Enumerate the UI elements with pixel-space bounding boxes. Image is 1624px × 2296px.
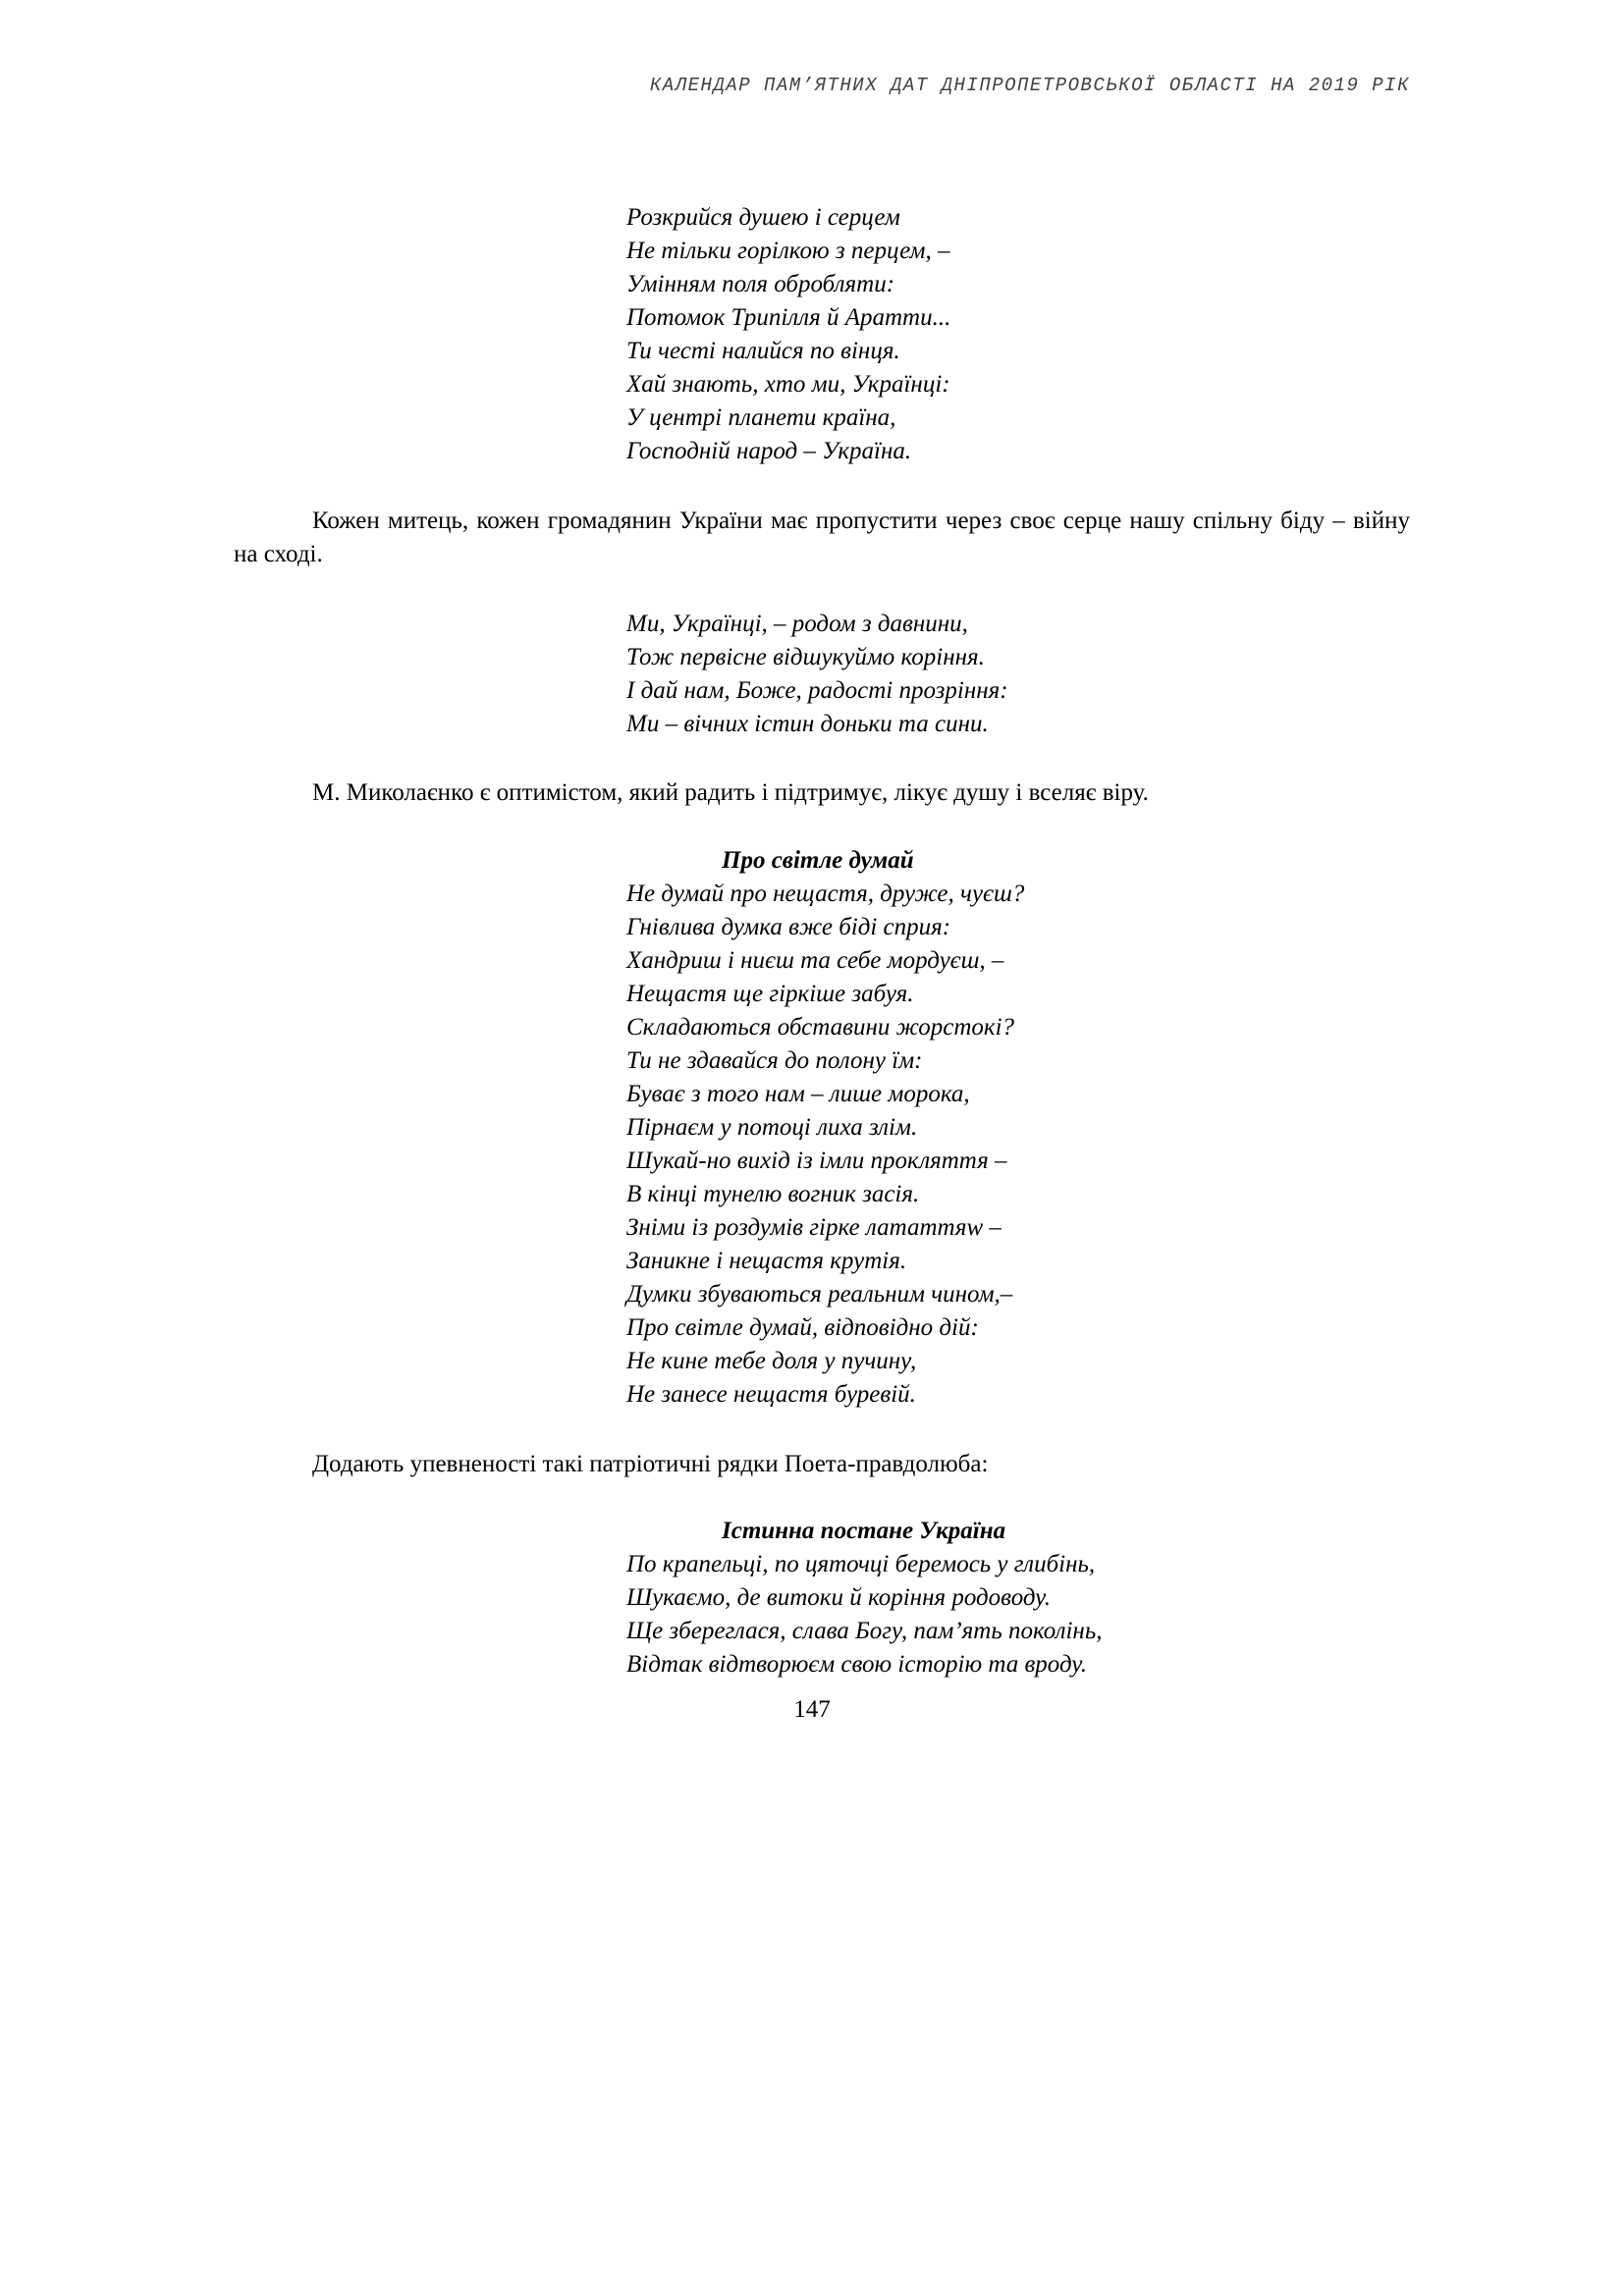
poem-title: Про світле думай <box>722 847 914 874</box>
body-paragraph: Кожен митець, кожен громадянин України має пропустити через своє серце нашу спільну біду – війну на сході. <box>234 507 1410 567</box>
poem-line: Хандриш і ниєш та себе мордуєш, – <box>626 947 1004 974</box>
poem-line: Тож первісне відшукуймо коріння. <box>626 644 985 670</box>
poem-line: Ми, Українці, – родом з давнини, <box>626 611 968 637</box>
poem-line: Складаються обставини жорстокі? <box>626 1014 1015 1041</box>
poem-line: Заникне і нещастя крутія. <box>626 1248 907 1274</box>
stanza-2 <box>626 608 1008 741</box>
poem-line: Відтак відтворюєм свою історію та вроду. <box>626 1651 1088 1678</box>
body-paragraph: Додають упевненості такі патріотичні рядки Поета-правдолюба: <box>312 1451 989 1477</box>
poem-line: Хай знають, хто ми, Українці: <box>626 371 950 398</box>
body-paragraph: М. Миколаєнко є оптимістом, який радить і підтримує, лікує душу і вселяє віру. <box>312 779 1149 806</box>
poem-line: Не тільки горілкою з перцем, – <box>626 238 950 264</box>
poem-line: По крапельці, по цяточці беремось у глибінь, <box>626 1551 1096 1577</box>
poem-line: Пірнаєм у потоці лиха злім. <box>626 1114 918 1141</box>
poem-line: Шукай-но вихід із імли прокляття – <box>626 1148 1007 1174</box>
poem-line: Шукаємо, де витоки й коріння родоводу. <box>626 1584 1051 1611</box>
poem-line: Нещастя ще гіркіше забуя. <box>626 981 914 1007</box>
poem-line: Потомок Трипілля й Аратти... <box>626 304 951 331</box>
poem-line: Буває з того нам – лише морока, <box>626 1081 970 1107</box>
poem-line: Зніми із роздумів гірке лататтяw – <box>626 1214 1001 1241</box>
poem-body <box>626 1548 1102 1682</box>
running-header: КАЛЕНДАР ПАМ’ЯТНИХ ДАТ ДНІПРОПЕТРОВСЬКОЇ ОБЛАСТІ НА 2019 РІК <box>649 75 1410 96</box>
poem-line: Не занесе нещастя буревій. <box>626 1381 916 1408</box>
poem-line: Ти не здавайся до полону їм: <box>626 1047 923 1074</box>
poem-line: Ти честі налийся по вінця. <box>626 338 900 364</box>
poem-line: Ще збереглася, слава Богу, пам’ять поколінь, <box>626 1618 1103 1644</box>
poem-line: Розкрийся душею і серцем <box>626 204 900 231</box>
poem-line: Гнівлива думка вже біді сприя: <box>626 914 951 940</box>
poem-line: Ми – вічних істин доньки та сини. <box>626 711 989 737</box>
stanza-1 <box>626 201 950 468</box>
poem-body <box>626 878 1024 1412</box>
page-number: 147 <box>793 1696 831 1723</box>
poem-line: І дай нам, Боже, радості прозріння: <box>626 677 1008 704</box>
poem-line: У центрі планети країна, <box>626 404 896 431</box>
poem-line: В кінці тунелю вогник засія. <box>626 1181 920 1207</box>
poem-line: Умінням поля обробляти: <box>626 271 895 297</box>
poem-line: Не думай про нещастя, друже, чуєш? <box>626 881 1025 907</box>
poem-line: Про світле думай, відповідно дій: <box>626 1314 979 1341</box>
poem-line: Не кине тебе доля у пучину, <box>626 1348 917 1374</box>
poem-line: Господній народ – Україна. <box>626 438 912 464</box>
poem-line: Думки збуваються реальним чином,– <box>626 1281 1013 1308</box>
poem-title: Істинна постане Україна <box>722 1518 1006 1544</box>
